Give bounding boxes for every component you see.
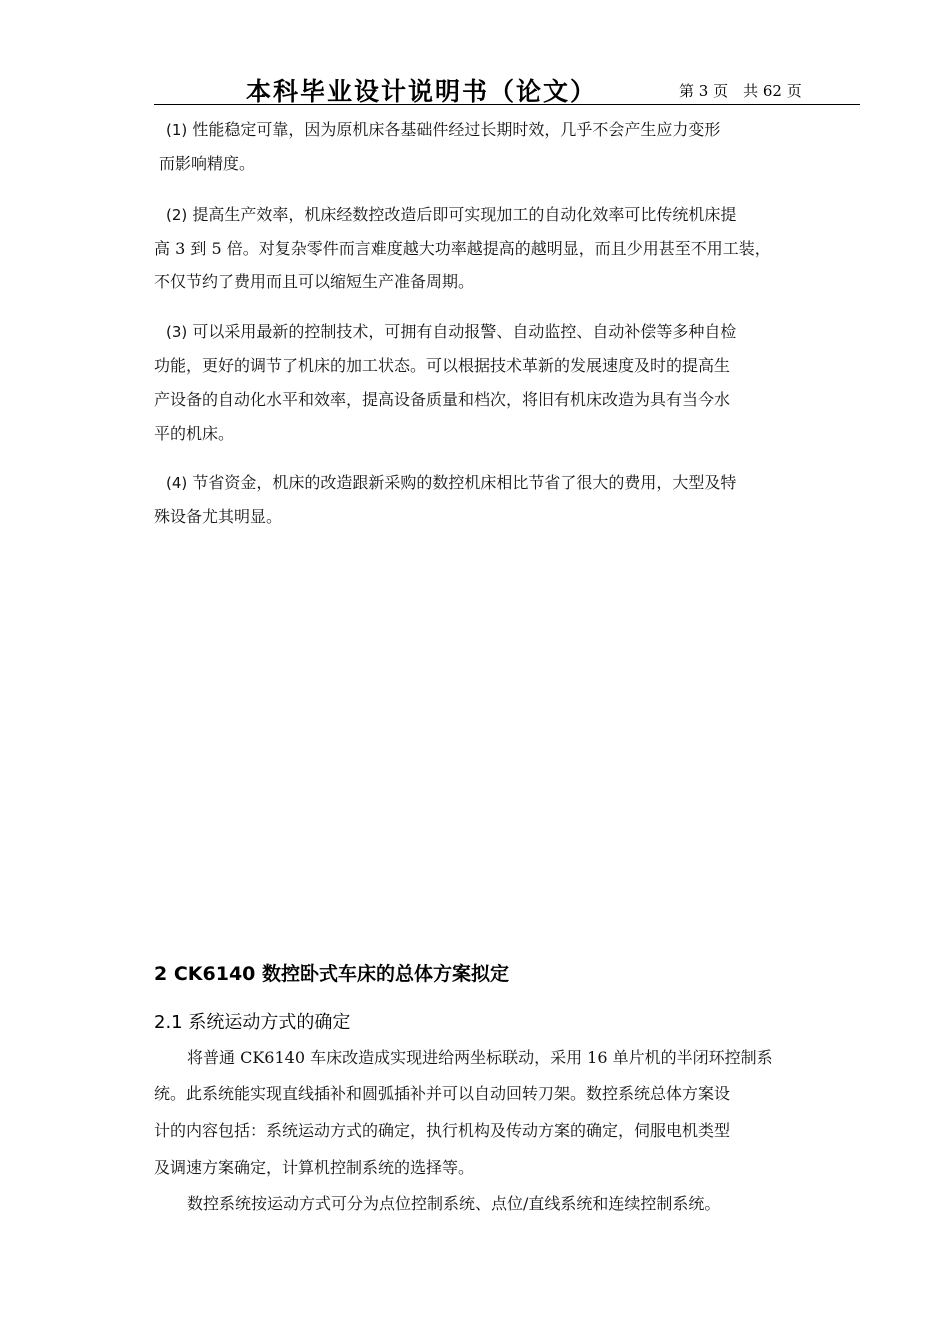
item-3-label: (3) [166,323,188,341]
item-3-line-4: 平的机床。 [154,424,235,443]
item-1-line-1 [166,120,720,140]
header-rule [154,104,860,105]
item-2-line-3: 不仅节约了费用而且可以缩短生产准备周期。 [154,272,475,291]
item-4-line-2: 殊设备尤其明显。 [154,507,283,526]
item-2-line-1 [166,205,736,225]
subsection-heading: 2.1 系统运动方式的确定 [154,1012,351,1033]
item-2-label: (2) [166,206,188,224]
section-heading: 2 CK6140 数控卧式车床的总体方案拟定 [154,963,509,985]
item-3-line-1 [166,322,736,342]
item-1-label: (1) [166,121,188,139]
page-header [154,70,860,104]
item-4-text-1: 节省资金，机床的改造跟新采购的数控机床相比节省了很大的费用，大型及特 [192,473,737,492]
paragraph-1-line-4: 及调速方案确定，计算机控制系统的选择等。 [154,1158,475,1177]
paragraph-1-line-1: 将普通 CK6140 车床改造成实现进给两坐标联动，采用 16 单片机的半闭环控制系 [187,1048,773,1067]
paragraph-1-line-3: 计的内容包括：系统运动方式的确定，执行机构及传动方案的确定，伺服电机类型 [154,1121,731,1140]
item-3-text-1: 可以采用最新的控制技术，可拥有自动报警、自动监控、自动补偿等多种自检 [192,322,737,341]
item-4-label: (4) [166,474,188,492]
item-3-line-3: 产设备的自动化水平和效率，提高设备质量和档次，将旧有机床改造为具有当今水 [154,390,731,409]
paragraph-1-line-2: 统。此系统能实现直线插补和圆弧插补并可以自动回转刀架。数控系统总体方案设 [154,1084,731,1103]
item-4-line-1 [166,473,736,493]
item-3-line-2: 功能，更好的调节了机床的加工状态。可以根据技术革新的发展速度及时的提高生 [154,356,731,375]
header-page-info: 第 3 页 共 62 页 [679,82,802,100]
item-1-line-2: 而影响精度。 [159,154,256,173]
header-title: 本科毕业设计说明书（论文） [246,77,598,106]
item-2-line-2: 高 3 到 5 倍。对复杂零件而言难度越大功率越提高的越明显，而且少用甚至不用工装， [154,239,771,258]
item-1-text-1: 性能稳定可靠，因为原机床各基础件经过长期时效，几乎不会产生应力变形 [192,120,721,139]
item-2-text-1: 提高生产效率，机床经数控改造后即可实现加工的自动化效率可比传统机床提 [192,205,737,224]
paragraph-2-line-1: 数控系统按运动方式可分为点位控制系统、点位/直线系统和连续控制系统。 [187,1194,721,1213]
